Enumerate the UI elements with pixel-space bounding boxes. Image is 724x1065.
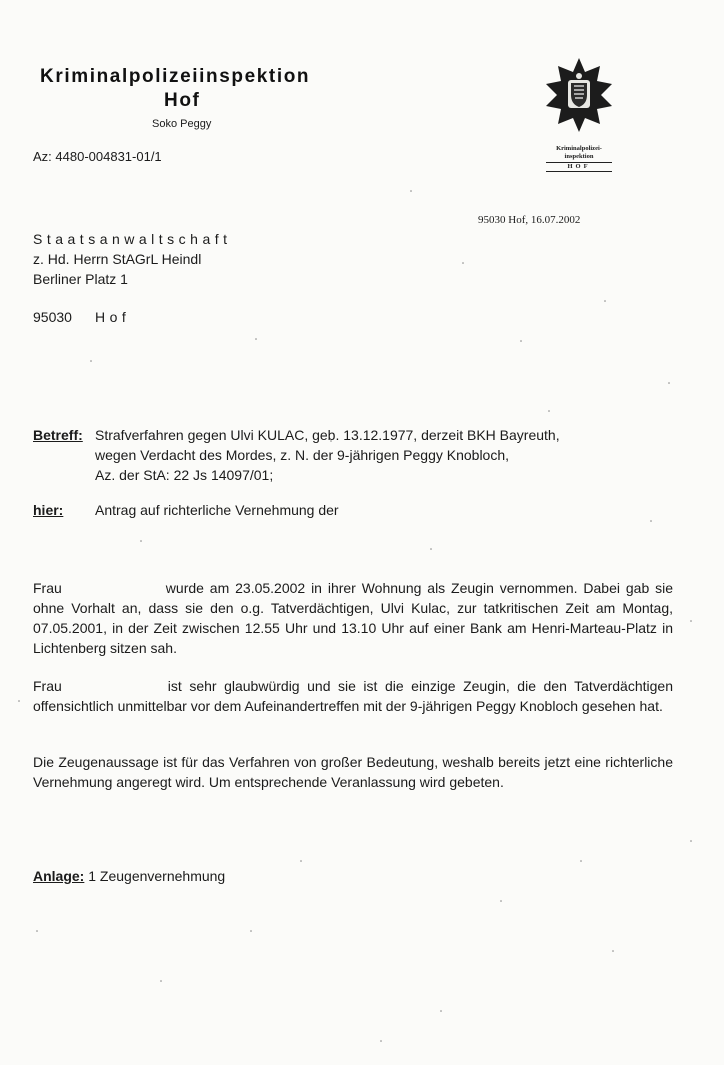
paragraph-2-text: ist sehr glaubwürdig und sie ist die einzige Zeugin, die den Tatverdächtigen offensichtlich unmittelbar vor dem Aufeinandertreffen mit der 9-jährigen Peggy Knobloch gesehen hat. [33, 678, 673, 714]
paragraph-1-text: wurde am 23.05.2002 in ihrer Wohnung als Zeugin vernommen. Dabei gab sie ohne Vorhalt an, dass sie den o.g. Tatverdächtigen, Ulvi Kulac, zur tatkritischen Zeit am Montag, 07.05.2001, in der Zeit zwischen 12.55 Uhr und 13.10 Uhr auf einer Bank am Henri-Marteau-Platz in Lichtenberg sitzen sah. [33, 580, 673, 656]
subject-label: Betreff: [33, 427, 83, 443]
subject-line-2: wegen Verdacht des Mordes, z. N. der 9-jährigen Peggy Knobloch, [95, 447, 510, 463]
paragraph-1-lead: Frau [33, 580, 62, 596]
regarding-label: hier: [33, 502, 64, 518]
badge-caption-1: Kriminalpolizei- [556, 145, 602, 152]
paragraph-3: Die Zeugenaussage ist für das Verfahren von großer Bedeutung, weshalb bereits jetzt eine richterliche Vernehmung angeregt wird. Um entsprechende Veranlassung wird gebeten. [33, 754, 673, 790]
recipient-city: Hof [95, 309, 131, 325]
recipient-street: Berliner Platz 1 [33, 271, 128, 287]
recipient-postcode: 95030 [33, 309, 72, 325]
paragraph-2-lead: Frau [33, 678, 62, 694]
date-text: 95030 Hof, 16.07.2002 [478, 214, 581, 226]
recipient-name: Staatsanwaltschaft [33, 231, 232, 247]
police-badge [540, 56, 618, 172]
place-date [478, 212, 580, 228]
file-reference: Az: 4480-004831-01/1 [33, 149, 162, 164]
org-name: Kriminalpolizeiinspektion [40, 66, 311, 87]
regarding-text: Antrag auf richterliche Vernehmung der [95, 502, 339, 518]
recipient-attention: z. Hd. Herrn StAGrL Heindl [33, 251, 202, 267]
org-city: Hof [164, 90, 201, 111]
paragraph-2 [33, 676, 673, 716]
police-star-icon [540, 56, 618, 140]
attachment-text: 1 Zeugenvernehmung [88, 868, 226, 884]
subject-line-3: Az. der StA: 22 Js 14097/01; [95, 467, 274, 483]
paragraph-1 [33, 578, 673, 658]
unit-name: Soko Peggy [152, 118, 212, 130]
attachment-label: Anlage: [33, 868, 85, 884]
attachment-line [33, 866, 225, 886]
badge-caption-2: inspektion [564, 153, 594, 160]
badge-caption-3: HOF [546, 162, 612, 172]
subject-line-1: Strafverfahren gegen Ulvi KULAC, geb. 13.12.1977, derzeit BKH Bayreuth, [95, 427, 560, 443]
